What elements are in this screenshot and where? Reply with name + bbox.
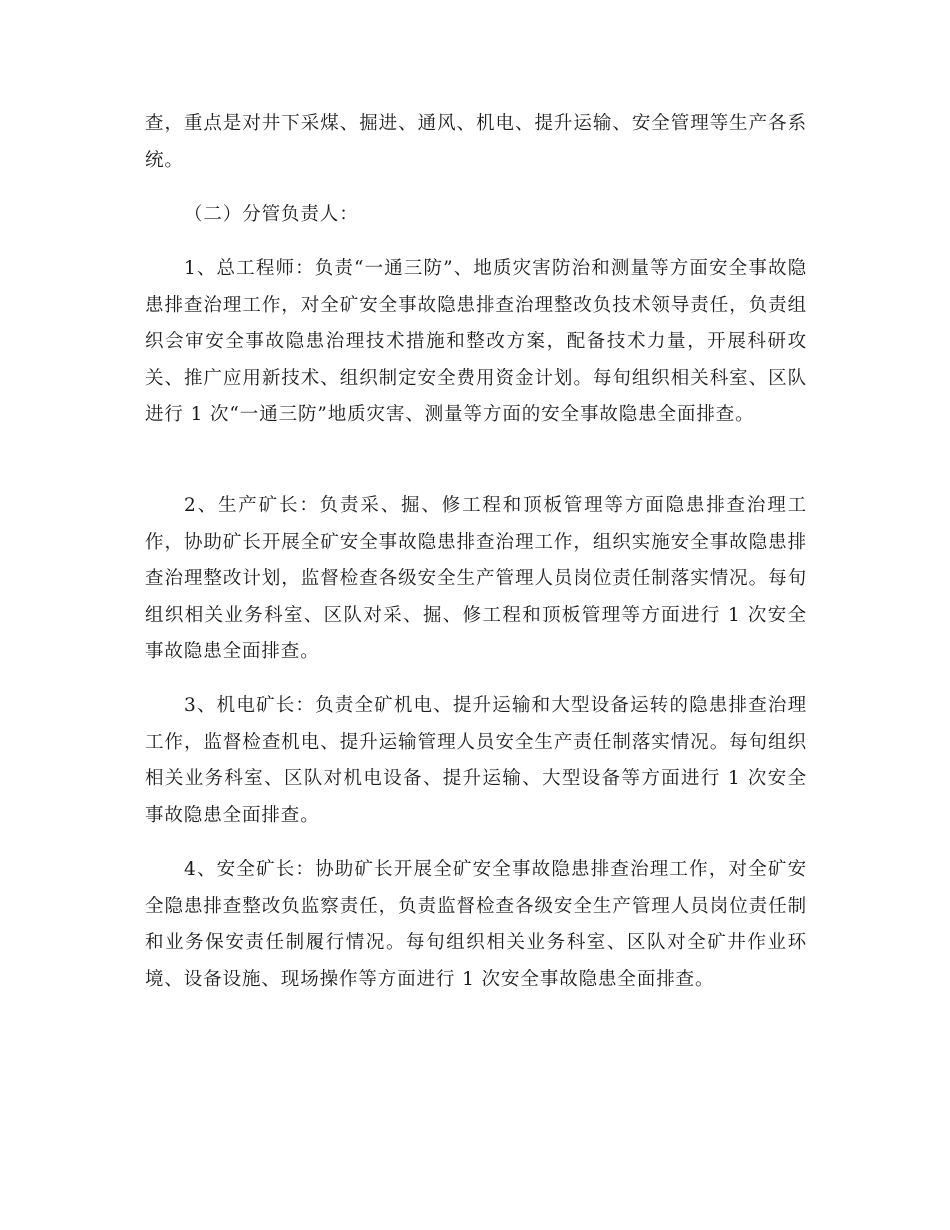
paragraph-production-mine-manager: 2、生产矿长：负责采、掘、修工程和顶板管理等方面隐患排查治理工作，协助矿长开展全矿安全事故隐患排查治理工作，组织实施安全事故隐患排查治理整改计划，监督检查各级安全生产管理人员岗位责任制落实情况。每旬组织相关业务科室、区队对采、掘、修工程和顶板管理等方面进行 1 次安全事故隐患全面排查。	[145, 495, 807, 662]
paragraph-safety-mine-manager: 4、安全矿长：协助矿长开展全矿安全事故隐患排查治理工作，对全矿安全隐患排查整改负监察责任，负责监督检查各级安全生产管理人员岗位责任制和业务保安责任制履行情况。每旬组织相关业务科室、区队对全矿井作业环境、设备设施、现场操作等方面进行 1 次安全事故隐患全面排查。	[145, 859, 807, 990]
section-heading-deputy-leaders: （二）分管负责人：	[184, 204, 359, 225]
paragraph-chief-engineer: 1、总工程师：负责“一通三防”、地质灾害防治和测量等方面安全事故隐患排查治理工作，对全矿安全事故隐患排查治理整改负技术领导责任，负责组织会审安全事故隐患治理技术措施和整改方案，配备技术力量，开展科研攻关、推广应用新技术、组织制定安全费用资金计划。每旬组织相关科室、区队进行 1 次“一通三防”地质灾害、测量等方面的安全事故隐患全面排查。	[145, 258, 807, 425]
paragraph-continuation: 查，重点是对井下采煤、掘进、通风、机电、提升运输、安全管理等生产各系统。	[145, 113, 807, 171]
paragraph-electromechanical-mine-manager: 3、机电矿长：负责全矿机电、提升运输和大型设备运转的隐患排查治理工作，监督检查机电、提升运输管理人员安全生产责任制落实情况。每旬组织相关业务科室、区队对机电设备、提升运输、大型设备等方面进行 1 次安全事故隐患全面排查。	[145, 695, 807, 826]
